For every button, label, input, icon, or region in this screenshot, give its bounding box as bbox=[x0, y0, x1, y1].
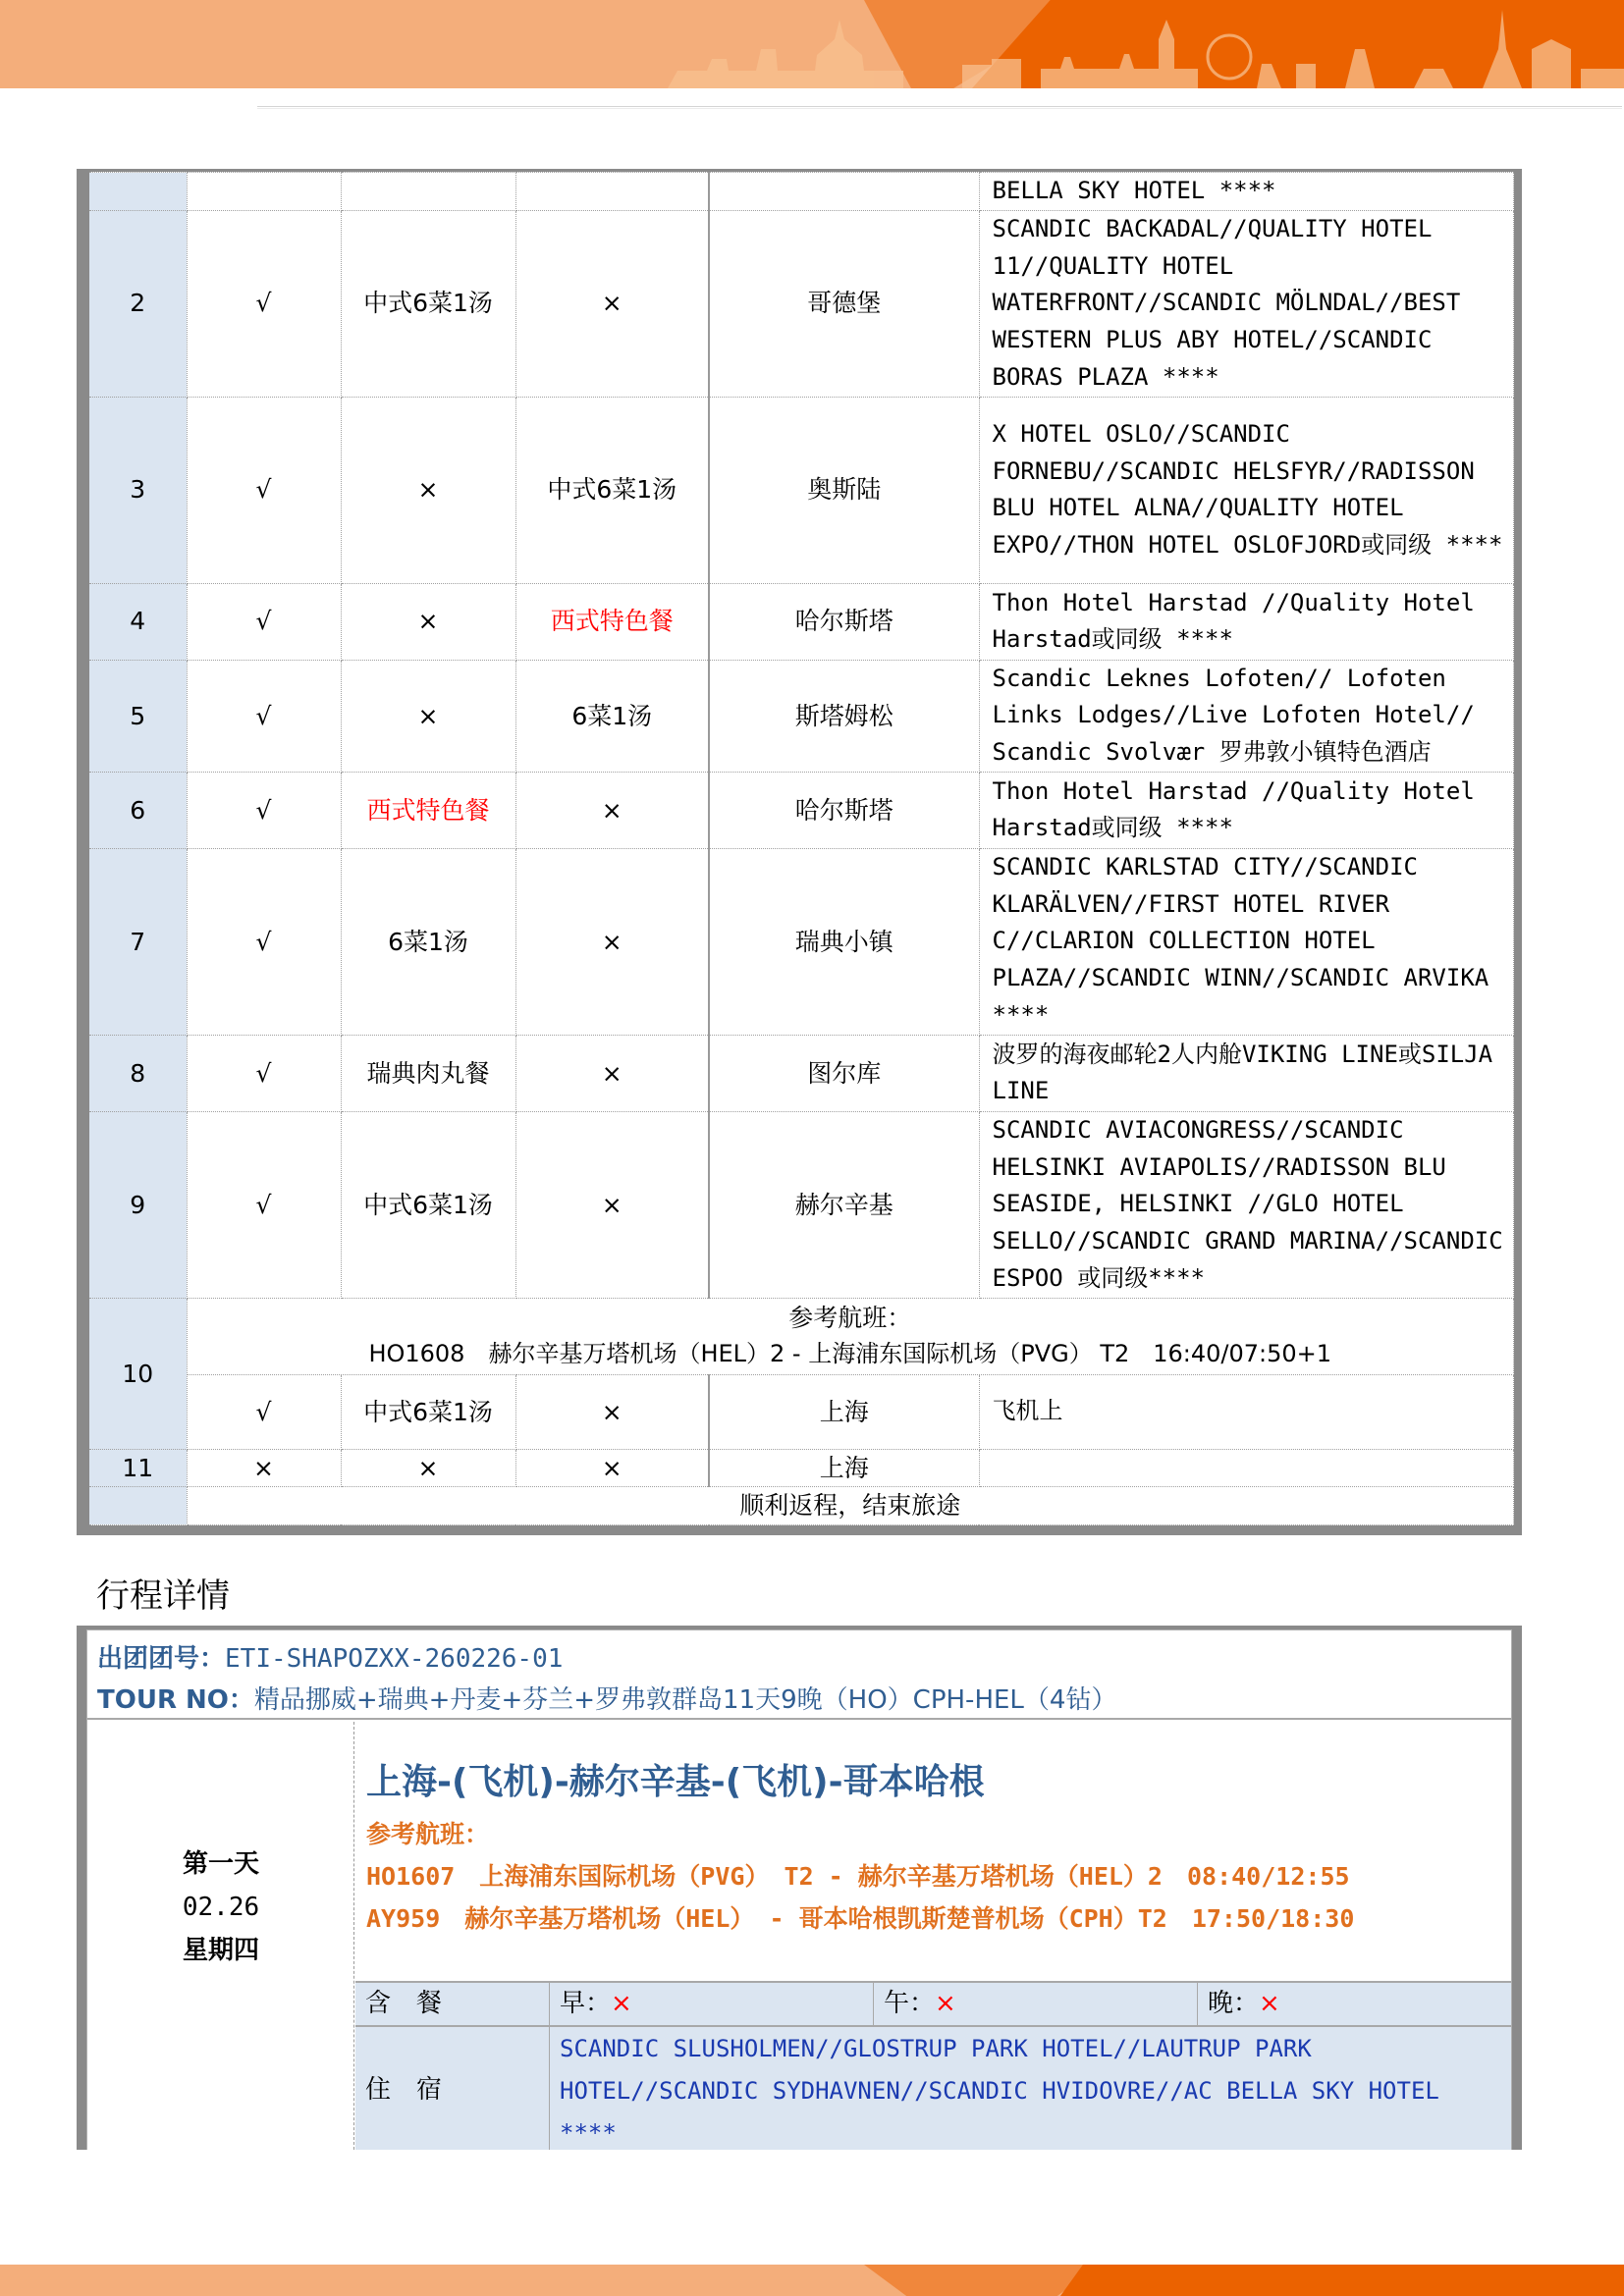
breakfast-cell: √ bbox=[187, 772, 341, 848]
city-cell: 图尔库 bbox=[709, 1035, 979, 1111]
breakfast-cell: √ bbox=[187, 583, 341, 660]
details-section-title: 行程详情 bbox=[96, 1576, 230, 1616]
footer-banner bbox=[0, 2265, 1624, 2296]
flight-line: HO1607 上海浦东国际机场（PVG） T2 - 赫尔辛基万塔机场（HEL）2 08:40/12:55 bbox=[366, 1862, 1350, 1891]
dinner-cell: × bbox=[515, 848, 709, 1035]
city-cell: 奥斯陆 bbox=[709, 397, 979, 583]
hotel-cell: SCANDIC BACKADAL//QUALITY HOTEL 11//QUALITY HOTEL WATERFRONT//SCANDIC MÖLNDAL//BEST WESTERN PLUS ABY HOTEL//SCANDIC BORAS PLAZA **** bbox=[979, 210, 1514, 397]
day-number-cell: 7 bbox=[84, 848, 187, 1035]
schedule-table bbox=[77, 169, 1522, 1535]
hotel-cell: Scandic Leknes Lofoten// Lofoten Links Lodges//Live Lofoten Hotel// Scandic Svolvær 罗弗敦小镇特色酒店 bbox=[979, 660, 1514, 772]
tour-header bbox=[87, 1630, 1511, 1720]
dinner-cell: × bbox=[515, 1111, 709, 1298]
table-row bbox=[84, 583, 1514, 660]
breakfast-cell: √ bbox=[187, 397, 341, 583]
dinner-label: 晚： bbox=[1208, 1989, 1260, 2018]
city-cell: 哈尔斯塔 bbox=[709, 772, 979, 848]
tour-name: 精品挪威+瑞典+丹麦+芬兰+罗弗敦群岛11天9晚（HO）CPH-HEL（4钻） bbox=[253, 1685, 1117, 1715]
day-date: 02.26 bbox=[182, 1893, 260, 1922]
hotel-cell: Thon Hotel Harstad //Quality Hotel Harstad或同级 **** bbox=[979, 583, 1514, 660]
hotel-cell: SCANDIC AVIACONGRESS//SCANDIC HELSINKI AVIAPOLIS//RADISSON BLU SEASIDE, HELSINKI //GLO HOTEL SELLO//SCANDIC GRAND MARINA//SCANDIC ESPOO 或同级**** bbox=[979, 1111, 1514, 1298]
lunch-cell: × bbox=[341, 1449, 515, 1487]
city-cell: 上海 bbox=[709, 1374, 979, 1449]
day-number-cell: 8 bbox=[84, 1035, 187, 1111]
city-cell: 斯塔姆松 bbox=[709, 660, 979, 772]
group-number-line bbox=[97, 1638, 1511, 1680]
table-row bbox=[84, 173, 1514, 211]
itinerary-detail-box bbox=[77, 1626, 1522, 2150]
dinner-cell: × bbox=[515, 1449, 709, 1487]
day-weekday: 星期四 bbox=[182, 1936, 259, 1965]
table-row-closing bbox=[84, 1487, 1514, 1525]
day-label bbox=[87, 1842, 354, 1972]
breakfast-cell: √ bbox=[187, 848, 341, 1035]
header-banner bbox=[0, 0, 1624, 88]
table-row bbox=[84, 1111, 1514, 1298]
dinner-cell bbox=[1197, 1983, 1511, 2025]
hotel-cell: Thon Hotel Harstad //Quality Hotel Harstad或同级 **** bbox=[979, 772, 1514, 848]
meals-row bbox=[355, 1981, 1511, 2025]
breakfast-cell: × bbox=[187, 1449, 341, 1487]
table-row bbox=[84, 210, 1514, 397]
lunch-cell: 西式特色餐 bbox=[341, 772, 515, 848]
lunch-cell bbox=[873, 1983, 1197, 2025]
table-row bbox=[84, 1374, 1514, 1449]
breakfast-cell: √ bbox=[187, 1035, 341, 1111]
table-row bbox=[84, 848, 1514, 1035]
day-number-cell: 11 bbox=[84, 1449, 187, 1487]
day-number-cell: 4 bbox=[84, 583, 187, 660]
lunch-cell: 中式6菜1汤 bbox=[341, 1374, 515, 1449]
skyline-silhouette-icon bbox=[668, 10, 1624, 88]
day-column bbox=[87, 1722, 354, 2150]
table-row bbox=[84, 1035, 1514, 1111]
tour-number-label: TOUR NO： bbox=[97, 1685, 254, 1715]
breakfast-cell: √ bbox=[187, 1111, 341, 1298]
lunch-cell: 中式6菜1汤 bbox=[341, 210, 515, 397]
day-number-cell: 2 bbox=[84, 210, 187, 397]
dinner-cell: 6菜1汤 bbox=[515, 660, 709, 772]
lunch-cell: 6菜1汤 bbox=[341, 848, 515, 1035]
dinner-cell: × bbox=[515, 1374, 709, 1449]
breakfast-label: 早： bbox=[560, 1989, 612, 2018]
city-cell: 赫尔辛基 bbox=[709, 1111, 979, 1298]
flight-label: 参考航班： bbox=[788, 1304, 912, 1333]
day-name: 第一天 bbox=[182, 1849, 259, 1879]
tour-number-line bbox=[97, 1680, 1511, 1721]
dinner-cell: 西式特色餐 bbox=[515, 583, 709, 660]
breakfast-cell: √ bbox=[187, 1374, 341, 1449]
day-number-cell: 5 bbox=[84, 660, 187, 772]
hotel-cell: SCANDIC KARLSTAD CITY//SCANDIC KLARÄLVEN//FIRST HOTEL RIVER C//CLARION COLLECTION HOTEL PLAZA//SCANDIC WINN//SCANDIC ARVIKA **** bbox=[979, 848, 1514, 1035]
table-row bbox=[84, 660, 1514, 772]
dinner-cell: × bbox=[515, 210, 709, 397]
hotel-row bbox=[355, 2025, 1511, 2150]
dinner-cell: × bbox=[515, 1035, 709, 1111]
flight-line: HO1608 赫尔辛基万塔机场（HEL）2 - 上海浦东国际机场（PVG） T2 16:40/07:50+1 bbox=[368, 1340, 1332, 1368]
day-route-title: 上海-(飞机)-赫尔辛基-(飞机)-哥本哈根 bbox=[366, 1762, 985, 1802]
day-number-cell bbox=[84, 1487, 187, 1525]
breakfast-cell bbox=[187, 173, 341, 211]
banner-dark bbox=[1060, 2265, 1624, 2296]
hotel-cell: BELLA SKY HOTEL **** bbox=[979, 173, 1514, 211]
city-cell bbox=[709, 173, 979, 211]
header-divider bbox=[257, 106, 1622, 109]
city-cell: 哥德堡 bbox=[709, 210, 979, 397]
breakfast-value: × bbox=[611, 1989, 632, 2018]
hotel-cell: 飞机上 bbox=[979, 1374, 1514, 1449]
hotel-cell: 波罗的海夜邮轮2人内舱VIKING LINE或SILJA LINE bbox=[979, 1035, 1514, 1111]
day-number-cell: 3 bbox=[84, 397, 187, 583]
hotel-cell: X HOTEL OSLO//SCANDIC FORNEBU//SCANDIC HELSFYR//RADISSON BLU HOTEL ALNA//QUALITY HOTEL EXPO//THON HOTEL OSLOFJORD或同级 **** bbox=[979, 397, 1514, 583]
lunch-cell: 瑞典肉丸餐 bbox=[341, 1035, 515, 1111]
dinner-cell: 中式6菜1汤 bbox=[515, 397, 709, 583]
day-info-grid bbox=[355, 1981, 1511, 2150]
lunch-cell bbox=[341, 173, 515, 211]
dinner-cell bbox=[515, 173, 709, 211]
day-number-cell: 9 bbox=[84, 1111, 187, 1298]
city-cell: 上海 bbox=[709, 1449, 979, 1487]
table-row bbox=[84, 1449, 1514, 1487]
day-number-cell bbox=[84, 173, 187, 211]
dinner-value: × bbox=[1259, 1989, 1280, 2018]
breakfast-cell bbox=[549, 1983, 873, 2025]
flight-line: AY959 赫尔辛基万塔机场（HEL） - 哥本哈根凯斯楚普机场（CPH）T2 17:50/18:30 bbox=[366, 1904, 1355, 1933]
lunch-cell: × bbox=[341, 660, 515, 772]
hotel-value: SCANDIC SLUSHOLMEN//GLOSTRUP PARK HOTEL//LAUTRUP PARK HOTEL//SCANDIC SYDHAVNEN//SCANDIC HVIDOVRE//AC BELLA SKY HOTEL **** bbox=[549, 2027, 1511, 2150]
meals-label: 含 餐 bbox=[365, 1989, 443, 2018]
flight-info-cell bbox=[187, 1298, 1514, 1374]
flight-label: 参考航班： bbox=[366, 1820, 490, 1848]
lunch-label: 午： bbox=[884, 1989, 936, 2018]
group-number: ETI-SHAPOZXX-260226-01 bbox=[225, 1644, 564, 1674]
dinner-cell: × bbox=[515, 772, 709, 848]
closing-note: 顺利返程，结束旅途 bbox=[187, 1487, 1514, 1525]
city-cell: 哈尔斯塔 bbox=[709, 583, 979, 660]
hotel-cell bbox=[979, 1449, 1514, 1487]
reference-flights bbox=[366, 1813, 1354, 1940]
lunch-value: × bbox=[935, 1989, 956, 2018]
day-number-cell: 10 bbox=[84, 1298, 187, 1449]
lunch-cell: × bbox=[341, 583, 515, 660]
day-number-cell: 6 bbox=[84, 772, 187, 848]
table-row-flight bbox=[84, 1298, 1514, 1374]
lunch-cell: 中式6菜1汤 bbox=[341, 1111, 515, 1298]
group-number-label: 出团团号： bbox=[97, 1644, 226, 1674]
city-cell: 瑞典小镇 bbox=[709, 848, 979, 1035]
table-row bbox=[84, 397, 1514, 583]
table-row bbox=[84, 772, 1514, 848]
breakfast-cell: √ bbox=[187, 210, 341, 397]
breakfast-cell: √ bbox=[187, 660, 341, 772]
hotel-label: 住 宿 bbox=[365, 2075, 443, 2105]
lunch-cell: × bbox=[341, 397, 515, 583]
